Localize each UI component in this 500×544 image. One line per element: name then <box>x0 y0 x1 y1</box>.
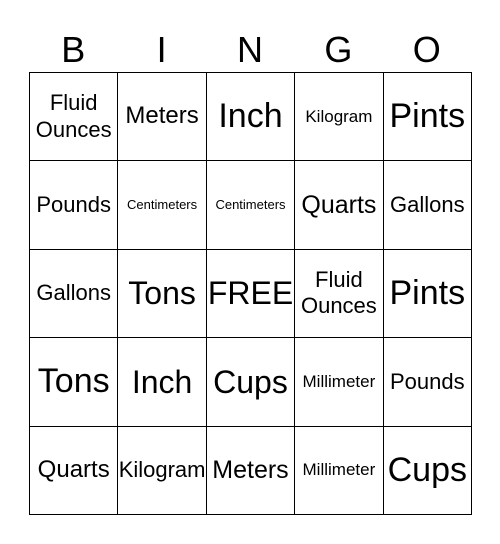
bingo-cell-r0-c2: Inch <box>207 73 295 161</box>
bingo-cell-r4-c4: Cups <box>384 427 472 515</box>
bingo-header <box>29 28 471 72</box>
bingo-cell-r3-c4: Pounds <box>384 338 472 426</box>
bingo-cell-r4-c0: Quarts <box>30 427 118 515</box>
bingo-cell-r1-c0: Pounds <box>30 161 118 249</box>
bingo-cell-r3-c2: Cups <box>207 338 295 426</box>
bingo-cell-r3-c1: Inch <box>118 338 206 426</box>
bingo-cell-r4-c2: Meters <box>207 427 295 515</box>
header-letter-i: I <box>156 29 167 70</box>
bingo-cell-r0-c1: Meters <box>118 73 206 161</box>
bingo-card-grid <box>29 72 472 515</box>
bingo-cell-r4-c3: Millimeter <box>295 427 383 515</box>
header-letter-n: N <box>236 29 263 70</box>
bingo-cell-r1-c4: Gallons <box>384 161 472 249</box>
bingo-cell-r2-c1: Tons <box>118 250 206 338</box>
header-letter-g: G <box>324 29 353 70</box>
bingo-cell-r1-c3: Quarts <box>295 161 383 249</box>
header-letter-b: B <box>61 29 86 70</box>
bingo-cell-r1-c1: Centimeters <box>118 161 206 249</box>
bingo-cell-r1-c2: Centimeters <box>207 161 295 249</box>
bingo-cell-r2-c4: Pints <box>384 250 472 338</box>
bingo-cell-r3-c0: Tons <box>30 338 118 426</box>
bingo-cell-r3-c3: Millimeter <box>295 338 383 426</box>
bingo-cell-r4-c1: Kilogram <box>118 427 206 515</box>
bingo-cell-r2-c0: Gallons <box>30 250 118 338</box>
bingo-cell-r0-c4: Pints <box>384 73 472 161</box>
bingo-cell-r2-c2-free: FREE <box>207 250 295 338</box>
bingo-cell-r2-c3: Fluid Ounces <box>295 250 383 338</box>
bingo-cell-r0-c0: Fluid Ounces <box>30 73 118 161</box>
bingo-cell-r0-c3: Kilogram <box>295 73 383 161</box>
header-letter-o: O <box>412 29 441 70</box>
